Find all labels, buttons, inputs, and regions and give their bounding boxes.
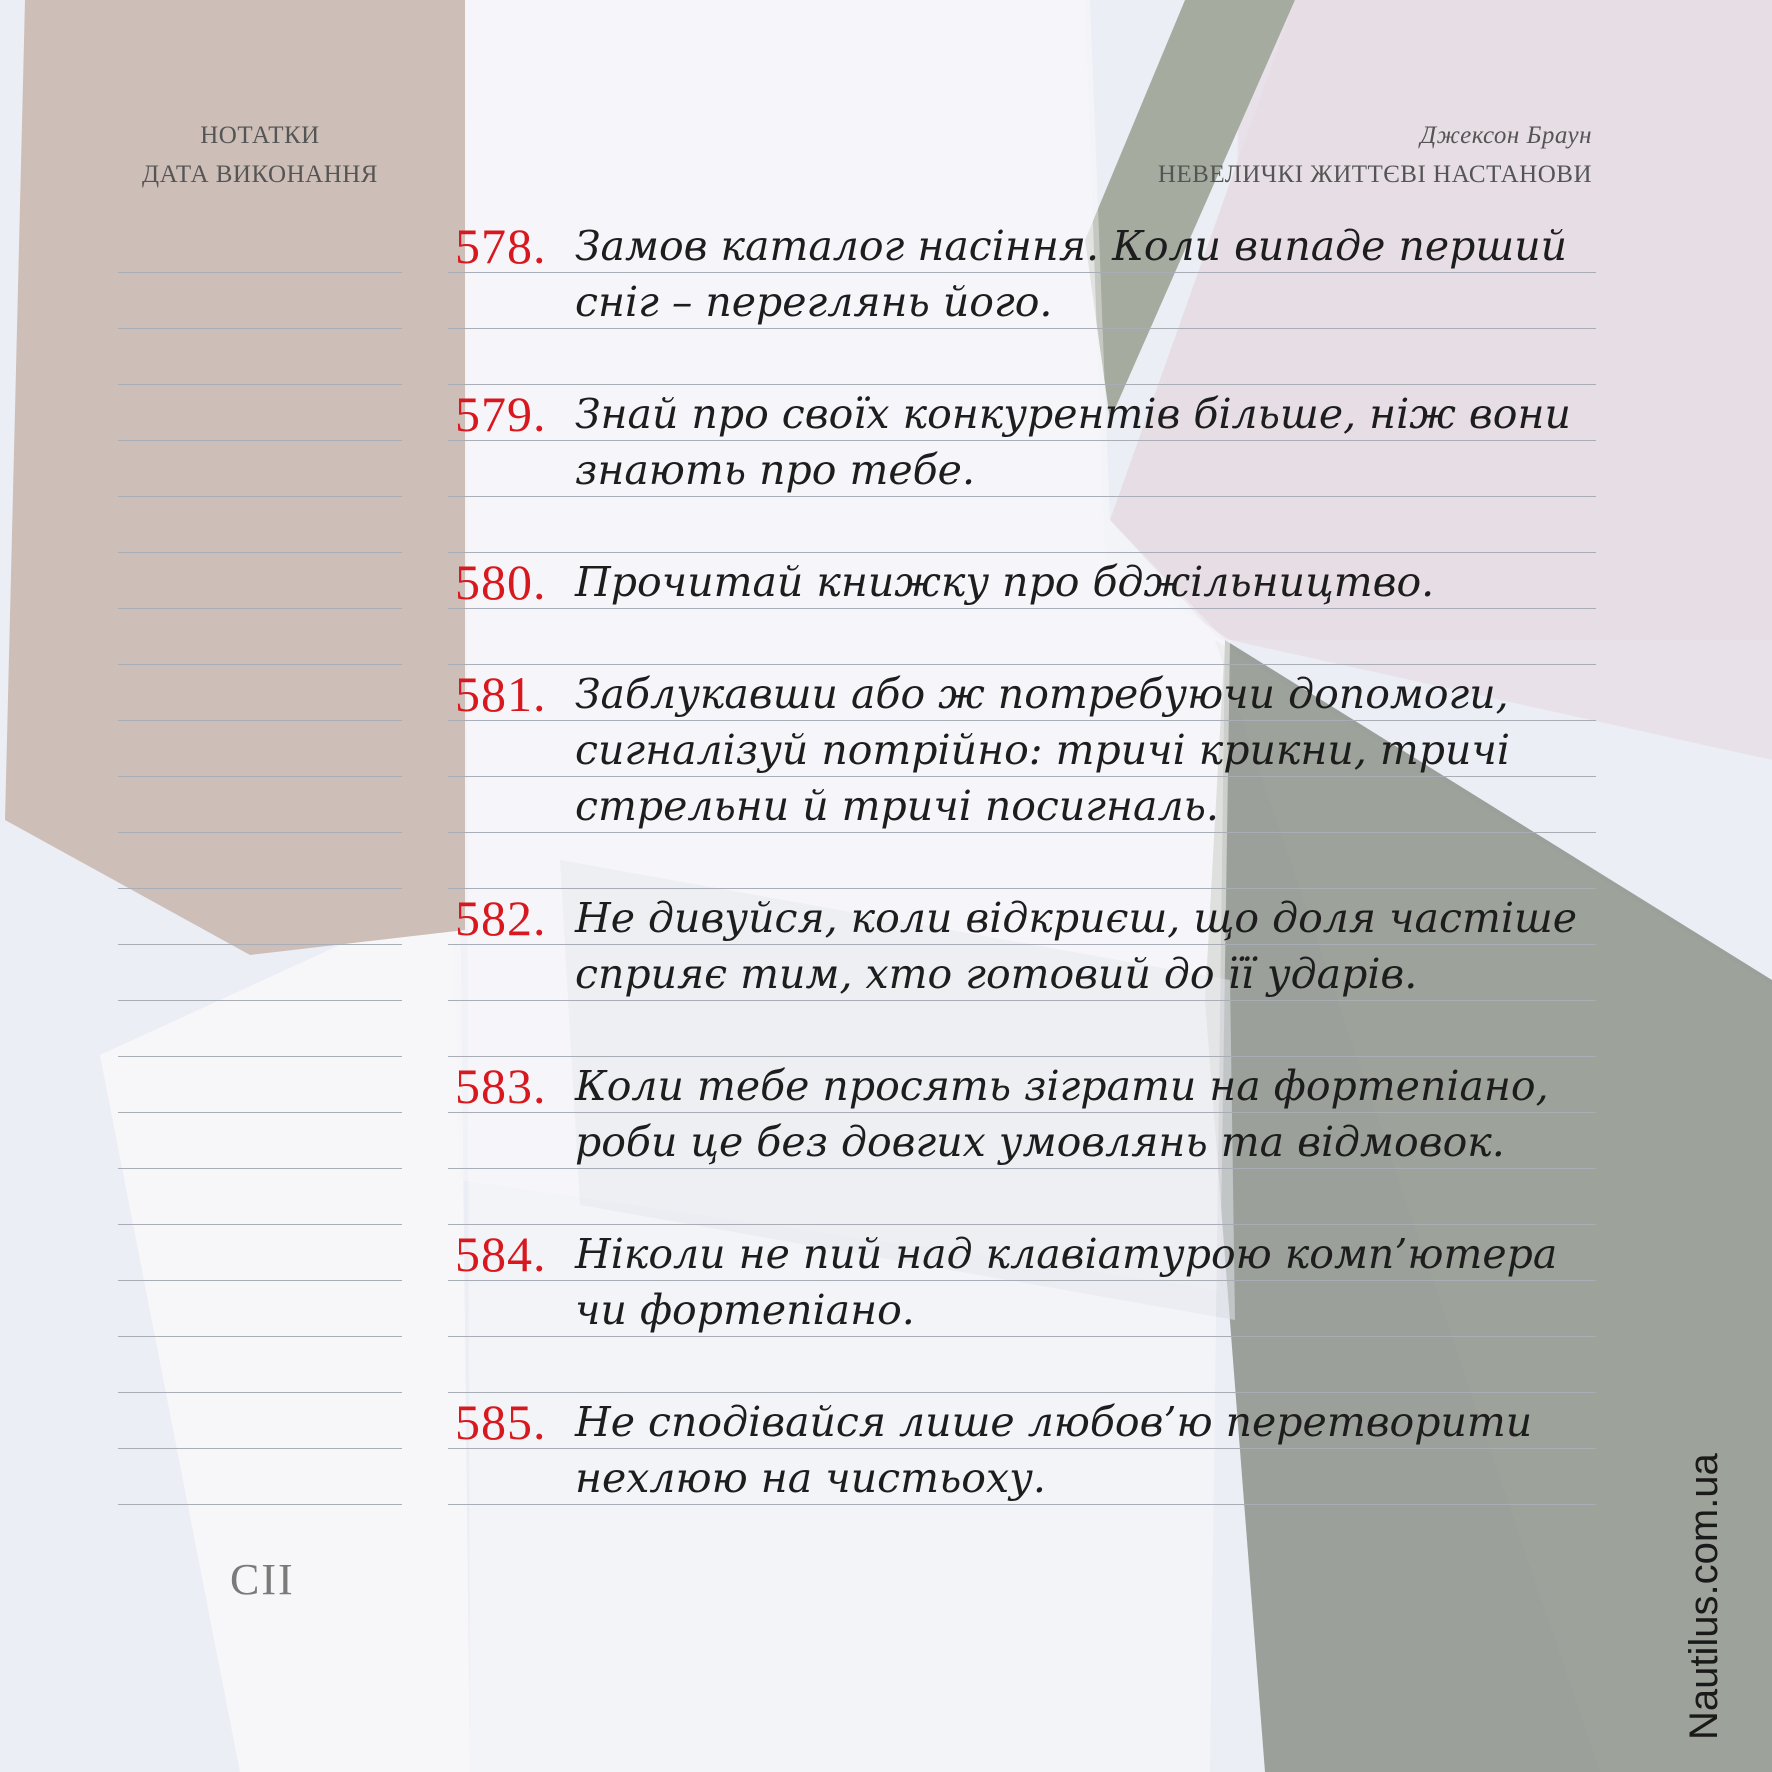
- book-header: [1158, 116, 1592, 194]
- notes-rule-line: [118, 720, 402, 721]
- entry-text: Не сподівайся лише любов’ю перетворити нехлюю на чистьоху.: [575, 1398, 1533, 1502]
- notes-rule-line: [118, 328, 402, 329]
- notes-rule-line: [118, 440, 402, 441]
- notes-rule-line: [118, 1392, 402, 1393]
- notes-rule-line: [118, 1000, 402, 1001]
- notes-rule-line: [118, 832, 402, 833]
- entry-number: 581.: [455, 666, 547, 722]
- entry-text: Не дивуйся, коли відкриєш, що доля частіше сприяє тим, хто готовий до її ударів.: [575, 894, 1578, 998]
- notes-rule-line: [118, 608, 402, 609]
- text-rule-line: [448, 552, 1596, 553]
- text-rule-line: [448, 384, 1596, 385]
- notes-label: НОТАТКИ: [200, 122, 320, 149]
- book-title: НЕВЕЛИЧКІ ЖИТТЄВІ НАСТАНОВИ: [1157, 161, 1592, 188]
- watermark: Nautilus.com.ua: [1682, 1453, 1726, 1740]
- notes-header: [120, 116, 400, 194]
- text-rule-line: [448, 1392, 1596, 1393]
- notes-rule-line: [118, 1336, 402, 1337]
- entry-text: Знай про своїх конкурентів більше, ніж вони знають про тебе.: [575, 390, 1571, 494]
- entry-text: Коли тебе просять зіграти на фортепіано, роби це без довгих умовлянь та відмовок.: [575, 1062, 1549, 1166]
- notes-rule-line: [118, 1112, 402, 1113]
- entry-text: Прочитай книжку про бджільництво.: [575, 558, 1435, 606]
- entry-text: Заблукавши або ж потребуючи допомоги, сигналізуй потрійно: тричі крикни, тричі стрельни й тричі посигналь.: [575, 670, 1511, 830]
- entry-number: 580.: [455, 554, 547, 610]
- notes-rule-line: [118, 1280, 402, 1281]
- entry-number: 584.: [455, 1226, 547, 1282]
- notes-rule-line: [118, 944, 402, 945]
- notes-rule-line: [118, 1448, 402, 1449]
- date-label: ДАТА ВИКОНАННЯ: [142, 161, 378, 188]
- notes-rule-line: [118, 272, 402, 273]
- entry-number: 583.: [455, 1058, 547, 1114]
- entry-number: 582.: [455, 890, 547, 946]
- notes-rule-line: [118, 1504, 402, 1505]
- author-name: Джексон Браун: [1420, 122, 1592, 149]
- notes-rule-line: [118, 384, 402, 385]
- entry-text: Ніколи не пий над клавіатурою комп’ютера чи фортепіано.: [575, 1230, 1558, 1334]
- notes-rule-line: [118, 664, 402, 665]
- notes-rule-line: [118, 1224, 402, 1225]
- entry-number: 579.: [455, 386, 547, 442]
- notes-rule-line: [118, 552, 402, 553]
- notes-rule-line: [118, 888, 402, 889]
- entry-text: Замов каталог насіння. Коли випаде перший сніг – переглянь його.: [575, 222, 1568, 326]
- text-rule-line: [448, 888, 1596, 889]
- notes-rule-line: [118, 496, 402, 497]
- text-rule-line: [448, 664, 1596, 665]
- entry-number: 585.: [455, 1394, 547, 1450]
- entry-number: 578.: [455, 218, 547, 274]
- notes-rule-line: [118, 1168, 402, 1169]
- page-number: CII: [230, 1555, 295, 1604]
- notes-rule-line: [118, 1056, 402, 1057]
- text-rule-line: [448, 1224, 1596, 1225]
- notes-rule-line: [118, 776, 402, 777]
- text-rule-line: [448, 1056, 1596, 1057]
